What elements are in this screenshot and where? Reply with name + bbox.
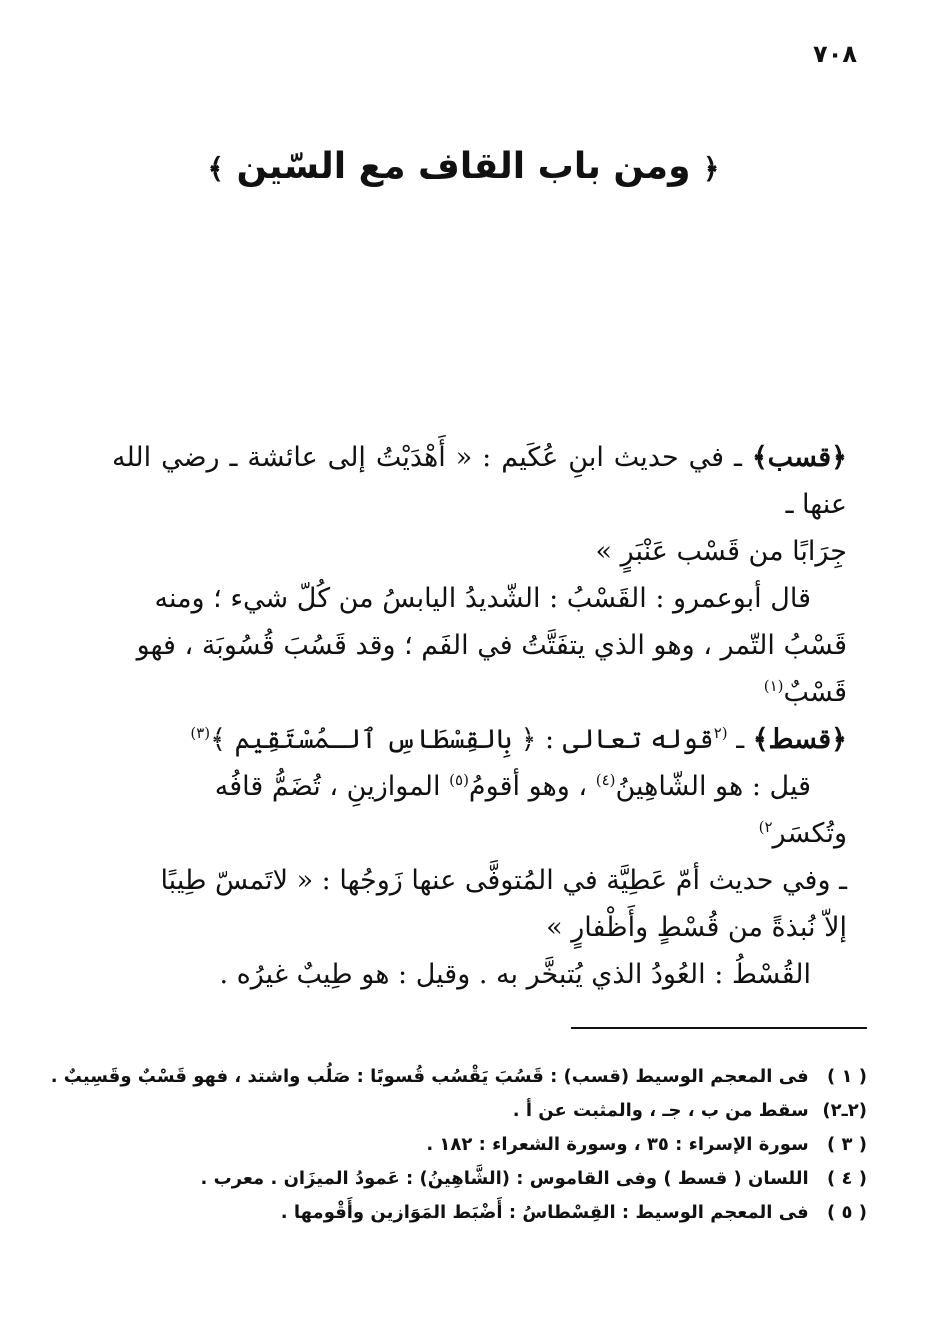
entry-qist-dash: ـ xyxy=(736,724,745,755)
footnote-3 xyxy=(62,1128,867,1162)
footnote-1 xyxy=(50,1060,867,1094)
entry-qist-commentary-a: قيل : هو الشّاهِينُ xyxy=(615,771,811,802)
footnote-marker: (٢ـ٢) xyxy=(822,1100,867,1121)
entry-qasb-commentary-3-text: قَسْبٌ xyxy=(783,677,847,708)
footnote-4 xyxy=(62,1162,867,1196)
entry-qasb-commentary-3 xyxy=(112,669,847,716)
footnote-2 xyxy=(62,1094,867,1128)
entry-qist-commentary-c: الموازينِ ، تُضَمُّ قافُه xyxy=(214,771,441,802)
entry-qist-commentary-2 xyxy=(112,810,847,857)
entry-qasb-commentary-1: قال أبوعمرو : القَسْبُ : الشّديدُ اليابسُ من كُلّ شيء ؛ ومنه xyxy=(154,583,811,614)
footnote-ref-2-end: ٢) xyxy=(758,818,773,836)
entry-qasb-hadith-1: ـ في حديث ابنِ عُكَيم : « أَهْدَيْتُ إلى عائشة ـ رضي الله عنها ـ xyxy=(112,442,847,520)
footnote-text: سقط من ب ، جـ ، والمثبت عن أ . xyxy=(512,1100,809,1121)
footnote-ref-5: (٥) xyxy=(449,771,469,789)
footnote-ref-2: (٢ xyxy=(713,724,728,742)
entry-qist-commentary-b: ، وهو أقومُ xyxy=(468,771,588,802)
footnote-ref-3: (٣) xyxy=(190,724,211,742)
ornament-close: ﴾ xyxy=(207,152,224,185)
footnote-marker: ( ١ ) xyxy=(827,1066,867,1087)
page-number: ٧٠٨ xyxy=(813,40,857,68)
chapter-title xyxy=(0,146,927,187)
footnote-marker: ( ٥ ) xyxy=(827,1202,867,1223)
footnote-5 xyxy=(62,1196,867,1230)
entry-qist-hadith-2: إلاّ نُبذةً من قُسْطٍ وأَظْفارٍ » xyxy=(546,912,847,943)
entry-qist-verse: قوله تعالى : ﴿ بِالقِسْطَاسِ ٱلـمُسْتَقِيم ﴾ xyxy=(210,724,714,755)
footnote-ref-1: (١) xyxy=(763,677,784,695)
entry-qist-commentary-d: وتُكسَر xyxy=(772,818,847,849)
entry-qasb-line-1 xyxy=(112,434,847,528)
footnote-text: فى المعجم الوسيط (قسب) : قَسُبَ يَقْسُب قُسوبًا : صَلُب واشتد ، فهو قَسْبٌ وقَسِيبٌ . xyxy=(50,1066,809,1087)
footnote-divider xyxy=(571,1027,867,1029)
headword-qist: ﴿قسط﴾ xyxy=(752,724,847,755)
chapter-title-text: ومن باب القاف مع السّين xyxy=(236,146,691,187)
headword-qasb: ﴿قسب﴾ xyxy=(751,442,847,473)
footnotes xyxy=(50,1060,867,1230)
footnote-marker: ( ٤ ) xyxy=(827,1168,867,1189)
entry-qist-line-1 xyxy=(112,716,847,763)
entry-qasb-line-2: جِرَابًا من قَسْب عَنْبَرٍ » xyxy=(595,536,847,567)
entry-qist-gloss: القُسْطُ : العُودُ الذي يُتبخَّر به . وقيل : هو طِيبٌ غيرُه . xyxy=(219,959,811,990)
footnote-text: اللسان ( قسط ) وفى القاموس : (الشَّاهِينُ) : عَمودُ الميزَان . معرب . xyxy=(200,1168,809,1189)
main-text xyxy=(112,434,847,998)
footnote-text: سورة الإسراء : ٣٥ ، وسورة الشعراء : ١٨٢ . xyxy=(426,1134,809,1155)
entry-qasb-commentary-2: قَسْبُ التّمر ، وهو الذي يتفَتَّتُ في الفَم ؛ وقد قَسُبَ قُسُوبَة ، فهو xyxy=(136,630,847,661)
entry-qist-hadith-1: ـ وفي حديث أمّ عَطِيَّة في المُتوفَّى عنها زَوجُها : « لاتَمسّ طِيبًا xyxy=(160,865,847,896)
footnote-marker: ( ٣ ) xyxy=(827,1134,867,1155)
footnote-ref-4: (٤) xyxy=(595,771,616,789)
entry-qist-commentary-1 xyxy=(112,763,847,810)
footnote-text: فى المعجم الوسيط : القِسْطاسُ : أَضْبَط المَوَازين وأَقْومها . xyxy=(280,1202,809,1223)
ornament-open: ﴿ xyxy=(703,152,720,185)
